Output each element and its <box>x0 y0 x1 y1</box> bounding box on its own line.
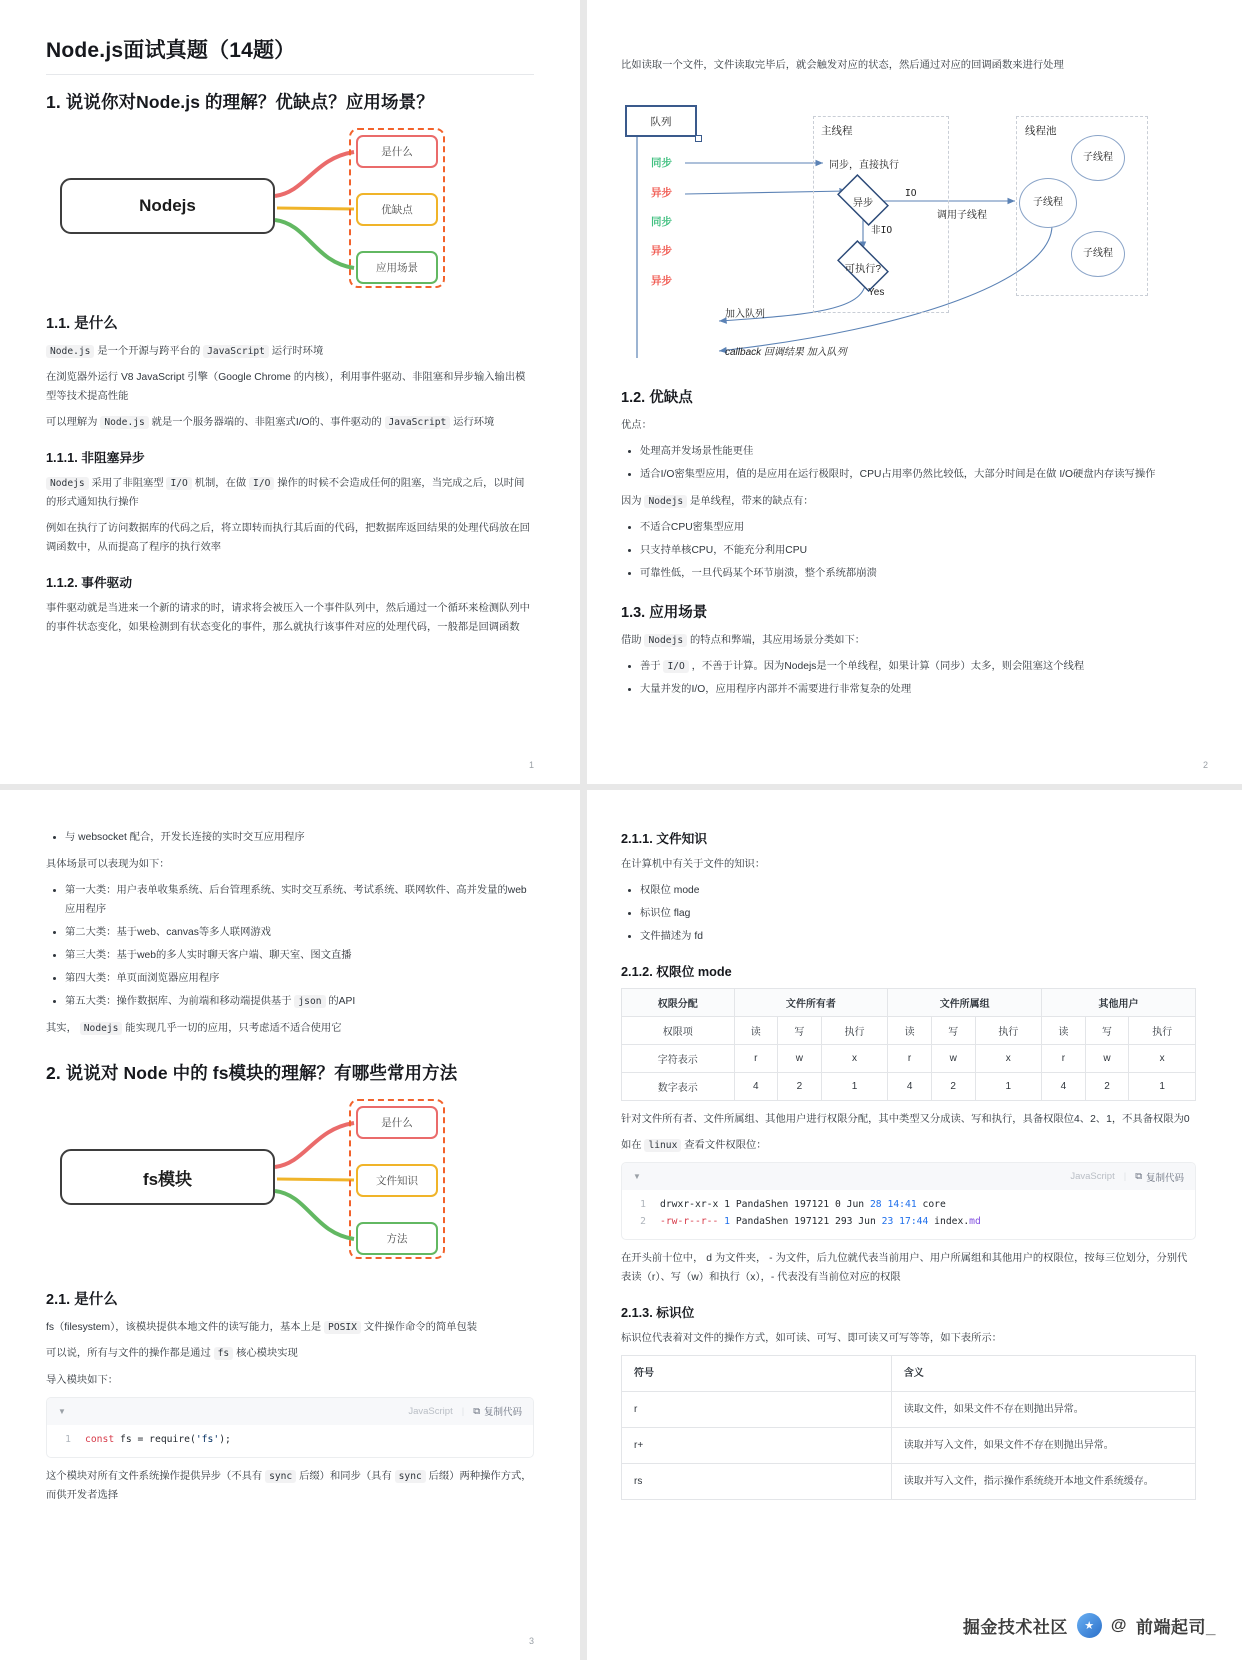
text-run: 如在 <box>621 1140 642 1152</box>
table-row <box>622 1073 1196 1101</box>
inline-code-json: json <box>294 995 325 1008</box>
cell: w <box>778 1045 822 1073</box>
signal-sync-1: 同步 <box>651 157 672 170</box>
text-run: ，不善于计算。因为Nodejs是一个单线程，如果计算（同步）太多，则会阻塞这个线程 <box>691 661 1085 673</box>
watermark <box>963 1613 1216 1638</box>
copy-code-label: 复制代码 <box>1145 1172 1184 1184</box>
queue-handle <box>695 135 702 142</box>
section-2-1-para-1 <box>46 1318 534 1337</box>
section-1-1-2-para-1: 事件驱动就是当进来一个新的请求的时，请求将会被压入一个事件队列中，然后通过一个循环来检测队列中的事件状态变化，如果检测到有状态变化的事件，那么就执行该事件对应的处理代码，一般都是回调函数 <box>46 603 530 634</box>
code-line <box>622 1214 1195 1230</box>
list-item: • 与 websocket 配合，开发长连接的实时交互应用程序 <box>65 828 534 847</box>
text-run: 因为 <box>621 496 642 508</box>
table-row <box>622 1428 1196 1464</box>
text-run: 采用了非阻塞型 <box>91 478 164 490</box>
io-label: IO <box>905 188 917 200</box>
cell: 执行 <box>975 1017 1042 1045</box>
inline-code-nodejs: Nodejs <box>644 634 687 647</box>
code-time: 17:44 <box>899 1215 929 1227</box>
cell: 2 <box>931 1073 975 1101</box>
list-item: • 文件描述为 fd <box>640 927 1196 946</box>
cell: r <box>1042 1045 1086 1073</box>
chevron-down-icon[interactable]: ▼ <box>58 1406 66 1416</box>
list-item: • 适合I/O密集型应用，值的是应用在运行极限时，CPU占用率仍然比较低，大部分时间是在做 I/O硬盘内存读写操作 <box>640 465 1196 484</box>
mindmap-leaf-proscons: 优缺点 <box>356 193 438 226</box>
section-1-1-para-1 <box>46 342 534 361</box>
scenes-outro <box>46 1019 534 1038</box>
section-2-1-para-3: 导入模块如下： <box>46 1374 119 1386</box>
text-run: 可以说，所有与文件的操作都是通过 <box>46 1348 211 1360</box>
inline-code-io: I/O <box>249 477 274 490</box>
list-item <box>640 657 1196 676</box>
text-run: 的API <box>328 996 356 1008</box>
inline-code-nodejs: Nodejs <box>46 477 89 490</box>
text-run: 运行时环境 <box>271 346 324 357</box>
list-item: • 标识位 flag <box>640 904 1196 923</box>
cell: x <box>821 1045 888 1073</box>
pros-list <box>621 442 1196 484</box>
chevron-down-icon[interactable]: ▼ <box>633 1172 641 1182</box>
executable-decision-label: 可执行? <box>844 264 882 276</box>
cell: r <box>734 1045 778 1073</box>
callback-label: callback 回调结果 加入队列 <box>725 347 847 359</box>
cell-symbol: r+ <box>622 1428 892 1464</box>
mindmap-leaf-scenarios: 应用场景 <box>356 251 438 284</box>
section-2-1-1-heading: 2.1.1. 文件知识 <box>621 832 708 846</box>
divider: | <box>461 1405 465 1417</box>
section-2-1-2-para-3: 在开头前十位中， d 为文件夹， - 为文件，后九位就代表当前用户、用户所属组和其他用户的权限位，按每三位划分，分别代表读（r）、写（w）和执行（x），- 代表没有当前位对应的权限 <box>621 1253 1188 1284</box>
col-header-group: 文件所属组 <box>888 989 1042 1017</box>
list-item: • 只支持单核CPU，不能充分利用CPU <box>640 541 1196 560</box>
list-item: • 第三大类：基于web的多人实时聊天客户端、聊天室、图文直播 <box>65 946 534 965</box>
cell-symbol: r <box>622 1392 892 1428</box>
col-header-meaning: 含义 <box>891 1356 1195 1392</box>
inline-code-sync: sync <box>265 1470 296 1483</box>
code-plain: PandaShen 197121 293 Jun <box>730 1215 882 1227</box>
text-run: 后缀）两种操作方式，而供开发者选择 <box>46 1471 532 1502</box>
mindmap-leaf-methods: 方法 <box>356 1222 438 1255</box>
cell: 4 <box>888 1073 932 1101</box>
avatar: ★ <box>1077 1613 1102 1638</box>
code-fn: require <box>149 1433 190 1445</box>
thread-pool-label: 线程池 <box>1025 125 1057 138</box>
text-run: 是单线程，带来的缺点有： <box>690 496 814 508</box>
text-run: 后缀）和同步（具有 <box>299 1471 392 1483</box>
mindmap-root: fs模块 <box>60 1149 275 1205</box>
cell: w <box>931 1045 975 1073</box>
code-number: 23 <box>881 1215 894 1227</box>
cell: 2 <box>778 1073 822 1101</box>
inline-code-posix: POSIX <box>324 1321 361 1334</box>
section-1-1-para-3 <box>46 413 534 432</box>
code-plain: core <box>916 1199 946 1211</box>
table-body <box>622 1017 1196 1101</box>
cell-meaning: 读取并写入文件，指示操作系统绕开本地文件系统缓存。 <box>891 1464 1195 1500</box>
cell-meaning: 读取文件，如果文件不存在则抛出异常。 <box>891 1392 1195 1428</box>
watermark-author: 前端起司_ <box>1136 1618 1216 1637</box>
table-body <box>622 1392 1196 1500</box>
text-run: 这个模块对所有文件系统操作提供异步（不具有 <box>46 1471 263 1483</box>
col-header-others: 其他用户 <box>1042 989 1196 1017</box>
code-line <box>622 1197 1195 1213</box>
section-2-1-para-4 <box>46 1467 534 1505</box>
section-2-1-1-para: 在计算机中有关于文件的知识： <box>621 859 766 870</box>
mindmap-leaf-file-knowledge: 文件知识 <box>356 1164 438 1197</box>
cell: 读 <box>888 1017 932 1045</box>
list-item: • 权限位 mode <box>640 881 1196 900</box>
page-number: 2 <box>1202 760 1208 770</box>
row-label: 字符表示 <box>622 1045 735 1073</box>
subthread-circle-3 <box>1071 231 1125 277</box>
enqueue-label: 加入队列 <box>725 309 765 321</box>
section-1-1-1-heading: 1.1.1. 非阻塞异步 <box>46 451 145 466</box>
text-run: 就是一个服务器端的、非阻塞式I/O的、事件驱动的 <box>151 417 382 429</box>
code-time: 14:41 <box>887 1199 917 1211</box>
text-run: 文件操作命令的简单包装 <box>363 1322 478 1334</box>
code-text: const fs = require('fs'); <box>85 1433 231 1445</box>
inline-code-javascript: JavaScript <box>385 416 451 429</box>
section-2-1-2-heading: 2.1.2. 权限位 mode <box>621 965 732 980</box>
code-toolbar <box>47 1398 533 1425</box>
section-2-1-para-2 <box>46 1344 534 1363</box>
signal-sync-2: 同步 <box>651 216 672 229</box>
inline-code-nodejs: Node.js <box>46 345 94 358</box>
text-run: 机制，在做 <box>194 478 247 490</box>
cell-symbol: rs <box>622 1464 892 1500</box>
list-item: • 第一大类：用户表单收集系统、后台管理系统、实时交互系统、考试系统、联网软件、高并发量的web应用程序 <box>65 881 534 919</box>
call-subthread-label: 调用子线程 <box>937 210 987 222</box>
text-run: 善于 <box>640 661 661 673</box>
row-label: 数字表示 <box>622 1073 735 1101</box>
cell: 写 <box>931 1017 975 1045</box>
code-number: 28 <box>869 1199 882 1211</box>
code-body <box>47 1425 533 1457</box>
code-text <box>660 1214 981 1230</box>
signal-async-2: 异步 <box>651 245 672 258</box>
title-divider <box>46 74 534 75</box>
table-head <box>622 989 1196 1017</box>
copy-icon: ⧉ <box>473 1405 480 1417</box>
col-header-assignment: 权限分配 <box>622 989 735 1017</box>
text-run: 核心模块实现 <box>236 1348 298 1360</box>
text-run: 可以理解为 <box>46 417 98 429</box>
nodejs-mindmap <box>46 124 534 294</box>
cell: 1 <box>1129 1073 1196 1101</box>
async-decision-label: 异步 <box>852 198 874 210</box>
watermark-brand: 掘金技术社区 <box>962 1618 1068 1637</box>
list-item: • 第四大类：单页面浏览器应用程序 <box>65 969 534 988</box>
cell: 写 <box>778 1017 822 1045</box>
table-row <box>622 1392 1196 1428</box>
section-1-3-heading: 1.3. 应用场景 <box>621 605 708 622</box>
table-row <box>622 1356 1196 1392</box>
section-1-1-1-para-2: 例如在执行了访问数据库的代码之后，将立即转而执行其后面的代码，把数据库返回结果的处理代码放在回调函数中，从而提高了程序的执行效率 <box>46 523 530 554</box>
text-run: 借助 <box>621 635 642 647</box>
text-run: 的特点和弊端，其应用场景分类如下： <box>690 635 866 647</box>
text-run: 查看文件权限位： <box>684 1140 767 1152</box>
col-header-owner: 文件所有者 <box>734 989 888 1017</box>
flag-table <box>621 1355 1196 1500</box>
copy-code-button[interactable] <box>473 1404 522 1418</box>
list-item: • 处理高并发场景性能更佳 <box>640 442 1196 461</box>
section-2-1-3-para: 标识位代表着对文件的操作方式，如可读、可写、即可读又可写等等，如下表所示： <box>621 1333 1002 1345</box>
cell: 读 <box>1042 1017 1086 1045</box>
cell: 执行 <box>1129 1017 1196 1045</box>
section-2-1-3-heading: 2.1.3. 标识位 <box>621 1306 695 1321</box>
mindmap-leaf-what: 是什么 <box>356 135 438 168</box>
page-number: 1 <box>528 760 534 770</box>
inline-code-nodejs: Nodejs <box>80 1022 123 1035</box>
code-ident: fs = <box>114 1433 150 1445</box>
code-toolbar-right <box>1070 1170 1184 1184</box>
section-2-1-2-para-2 <box>621 1136 1196 1155</box>
subthread-circle-main <box>1019 178 1077 228</box>
inline-code-nodejs: Node.js <box>100 416 148 429</box>
text-run: 第五大类：操作数据库、为前端和移动端提供基于 <box>65 996 292 1008</box>
code-ext: md <box>969 1215 981 1227</box>
table-head <box>622 1356 1196 1392</box>
non-io-label: 非IO <box>871 225 893 237</box>
section-1-1-2-heading: 1.1.2. 事件驱动 <box>46 576 133 591</box>
inline-code-fs: fs <box>214 1347 234 1360</box>
permission-mode-table <box>621 988 1196 1101</box>
code-toolbar <box>622 1163 1195 1190</box>
page-title: Node.js面试真题（14题） <box>46 39 296 62</box>
cell: 1 <box>975 1073 1042 1101</box>
code-language-label: JavaScript <box>408 1405 453 1417</box>
cell-meaning: 读取并写入文件，如果文件不存在则抛出异常。 <box>891 1428 1195 1464</box>
text-run: fs（filesystem），该模块提供本地文件的读写能力，基本上是 <box>46 1322 322 1334</box>
code-perm: -rw-r--r-- <box>660 1215 725 1227</box>
code-number: 1 <box>724 1215 730 1227</box>
section-2-1-heading: 2.1. 是什么 <box>46 1292 118 1309</box>
cell: 4 <box>1042 1073 1086 1101</box>
cons-list <box>621 518 1196 583</box>
inline-code-nodejs: Nodejs <box>644 495 687 508</box>
text-run: 是一个开源与跨平台的 <box>97 346 201 357</box>
section-1-3-para-1 <box>621 631 1196 650</box>
code-text <box>660 1197 946 1213</box>
mindmap-leaf-what: 是什么 <box>356 1106 438 1139</box>
scenes-list <box>46 881 534 1011</box>
inline-code-io: I/O <box>166 477 191 490</box>
text-run: 能实现几乎一切的应用，只考虑适不适合使用它 <box>125 1023 342 1035</box>
cell: x <box>1129 1045 1196 1073</box>
section-2-1-2-para-1: 针对文件所有者、文件所属组、其他用户进行权限分配，其中类型又分成读、写和执行，具备权限位4、2、1，不具备权限为0 <box>621 1114 1190 1126</box>
event-loop-diagram <box>615 83 1115 368</box>
subthread-text: 子线程 <box>1083 151 1113 163</box>
line-number: 2 <box>640 1215 646 1227</box>
code-toolbar-right <box>408 1404 522 1418</box>
cell: 读 <box>734 1017 778 1045</box>
copy-code-label: 复制代码 <box>483 1407 522 1419</box>
text-run: 其实， <box>46 1023 77 1035</box>
sync-exec-label: 同步，直接执行 <box>829 160 899 172</box>
scenario-list <box>621 657 1196 699</box>
page-2 <box>587 0 1242 784</box>
line-number: 1 <box>640 1199 646 1211</box>
page-3 <box>0 790 580 1660</box>
list-item: • 可靠性低，一旦代码某个环节崩溃，整个系统都崩溃 <box>640 564 1196 583</box>
subthread-text: 子线程 <box>1083 247 1113 259</box>
inline-code-io: I/O <box>663 660 688 673</box>
list-item: • 第二大类：基于web、canvas等多人联网游戏 <box>65 923 534 942</box>
main-thread-label: 主线程 <box>821 125 853 138</box>
row-label: 权限项 <box>622 1017 735 1045</box>
code-body <box>622 1190 1195 1239</box>
list-item: • 不适合CPU密集型应用 <box>640 518 1196 537</box>
text-run: 运行环境 <box>453 417 495 429</box>
copy-icon: ⧉ <box>1135 1171 1142 1183</box>
main-thread-panel <box>813 116 949 313</box>
code-block-ls-output <box>621 1162 1196 1240</box>
code-language-label: JavaScript <box>1070 1171 1115 1183</box>
section-1-1-heading: 1.1. 是什么 <box>46 316 118 332</box>
page-1 <box>0 0 580 784</box>
cell: 1 <box>821 1073 888 1101</box>
inline-code-javascript: JavaScript <box>203 345 269 358</box>
question-1-heading: 1. 说说你对Node.js 的理解？优缺点？应用场景？ <box>46 92 434 112</box>
list-item: • 大量并发的I/O，应用程序内部并不需要进行非常复杂的处理 <box>640 680 1196 699</box>
code-plain: index. <box>928 1215 970 1227</box>
signal-async-3: 异步 <box>651 275 672 288</box>
text-run: 操作的时候不会造成任何的阻塞，当完成之后，以时间的形式通知执行操作 <box>46 478 525 509</box>
line-number: 1 <box>65 1433 71 1445</box>
code-block-require-fs <box>46 1397 534 1458</box>
cell: w <box>1085 1045 1129 1073</box>
cell: 执行 <box>821 1017 888 1045</box>
mindmap-root: Nodejs <box>60 178 275 234</box>
code-plain: drwxr-xr-x 1 PandaShen 197121 0 Jun <box>660 1199 870 1211</box>
subthread-text: 子线程 <box>1033 196 1063 208</box>
col-header-symbol: 符号 <box>622 1356 892 1392</box>
scenes-intro: 具体场景可以表现为如下： <box>46 859 170 871</box>
code-string: 'fs' <box>195 1433 220 1445</box>
page-number: 3 <box>528 1636 534 1646</box>
table-row <box>622 989 1196 1017</box>
fs-mindmap <box>46 1095 534 1270</box>
inline-code-linux: linux <box>644 1139 681 1152</box>
signal-async-1: 异步 <box>651 187 672 200</box>
cell: r <box>888 1045 932 1073</box>
pros-label: 优点： <box>621 420 652 432</box>
cell: 4 <box>734 1073 778 1101</box>
code-keyword: const <box>85 1433 115 1445</box>
section-1-2-heading: 1.2. 优缺点 <box>621 390 693 407</box>
subthread-circle-2 <box>1071 135 1125 181</box>
queue-box: 队列 <box>625 105 697 137</box>
file-knowledge-list <box>621 881 1196 946</box>
divider: | <box>1123 1171 1127 1183</box>
cell: x <box>975 1045 1042 1073</box>
page-4 <box>587 790 1242 1660</box>
inline-code-sync: sync <box>395 1470 426 1483</box>
code-line <box>47 1432 533 1448</box>
table-row <box>622 1045 1196 1073</box>
list-item <box>65 992 534 1011</box>
cons-intro <box>621 492 1196 511</box>
page2-intro: 比如读取一个文件，文件读取完毕后，就会触发对应的状态，然后通过对应的回调函数来进行处理 <box>621 60 1064 71</box>
websocket-list <box>46 828 534 847</box>
section-1-1-1-para-1 <box>46 474 534 512</box>
table-row <box>622 1017 1196 1045</box>
cell: 写 <box>1085 1017 1129 1045</box>
question-2-heading: 2. 说说对 Node 中的 fs模块的理解？有哪些常用方法 <box>46 1063 458 1084</box>
cell: 2 <box>1085 1073 1129 1101</box>
yes-label: Yes <box>868 287 885 299</box>
table-row <box>622 1464 1196 1500</box>
section-1-1-para-2: 在浏览器外运行 V8 JavaScript 引擎（Google Chrome 的内核），利用事件驱动、非阻塞和异步输入输出模型等技术提高性能 <box>46 372 526 403</box>
watermark-at: @ <box>1110 1616 1128 1634</box>
copy-code-button[interactable] <box>1135 1170 1184 1184</box>
